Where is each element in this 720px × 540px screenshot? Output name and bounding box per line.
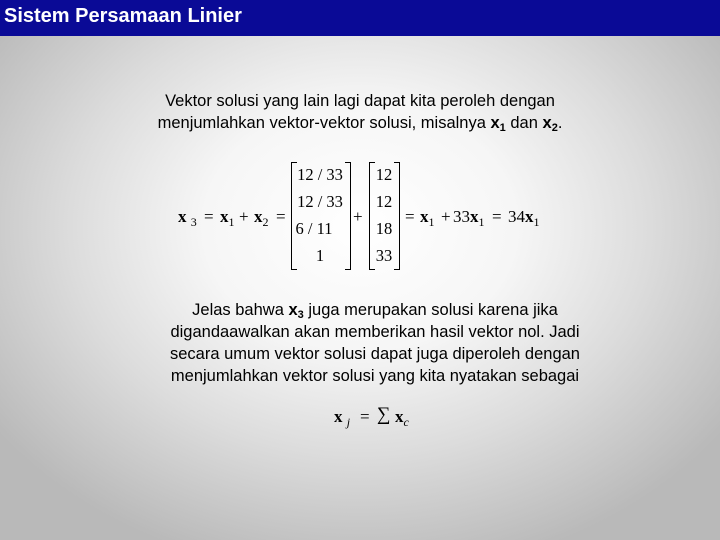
matrix2-cell-3: 18 xyxy=(375,219,393,238)
vector-x3-sub: 3 xyxy=(297,309,304,321)
equals-sign-2: = xyxy=(276,207,286,226)
x1-term-3 xyxy=(470,207,485,229)
conjunction-dan: dan xyxy=(505,114,543,132)
intro-line-2 xyxy=(110,112,610,134)
equals-sign-5: = xyxy=(360,407,370,426)
vector-x3 xyxy=(288,301,303,319)
matrix2-cell-4: 33 xyxy=(375,246,393,265)
x2-sub: 2 xyxy=(262,215,269,229)
plus-sign-1: + xyxy=(239,207,249,226)
explanation-line-1 xyxy=(125,299,625,321)
x3-sub: 3 xyxy=(190,215,197,229)
xc-var: x xyxy=(395,407,404,426)
vector-x2-sub: 2 xyxy=(551,122,558,134)
x1-sub: 1 xyxy=(228,215,235,229)
equals-sign-1: = xyxy=(204,207,214,226)
intro-line-2-text: menjumlahkan vektor-vektor solusi, misalnya xyxy=(157,114,491,132)
equals-sign-3: = xyxy=(405,207,415,226)
title-bar xyxy=(0,0,720,36)
x1-sub-4: 1 xyxy=(533,215,540,229)
period: . xyxy=(557,114,563,132)
x2-var: x xyxy=(254,207,263,226)
x1-sub-3: 1 xyxy=(478,215,485,229)
matrix1-cell-4: 1 xyxy=(315,246,325,265)
matrix1-cell-3: 6 / 11 xyxy=(295,219,333,238)
intro-paragraph xyxy=(110,90,610,134)
vector-x1-sub: 1 xyxy=(499,122,506,134)
x1-term xyxy=(220,207,235,232)
x1-var-4: x xyxy=(525,207,534,226)
summation-symbol: ∑ xyxy=(377,404,391,425)
coef-33-value: 33 xyxy=(453,207,470,226)
coef-34-value: 34 xyxy=(508,207,525,226)
x2-term xyxy=(254,207,269,232)
x3-var: x xyxy=(178,207,187,226)
explanation-line-1-b: juga merupakan solusi karena jika xyxy=(303,301,558,319)
coefficient-34 xyxy=(508,207,540,232)
x1-var: x xyxy=(220,207,229,226)
intro-line-1: Vektor solusi yang lain lagi dapat kita peroleh dengan xyxy=(165,92,555,110)
x1-term-2 xyxy=(420,207,435,232)
vector-x1 xyxy=(490,114,505,132)
xj-var: x xyxy=(334,407,343,426)
matrix2-cell-1: 12 xyxy=(375,165,393,184)
plus-sign-3: + xyxy=(441,207,451,226)
x1-var-3: x xyxy=(470,207,479,226)
explanation-line-2: digandaawalkan akan memberikan hasil vektor nol. Jadi xyxy=(170,323,580,341)
xc-sub: c xyxy=(403,415,409,429)
matrix1-cell-2: 12 / 33 xyxy=(297,192,343,211)
xj-term xyxy=(334,407,350,432)
matrix1-cell-1: 12 / 33 xyxy=(297,165,343,184)
vector-x2-var: x xyxy=(542,114,552,132)
explanation-paragraph xyxy=(125,299,625,387)
explanation-line-3: secara umum vektor solusi dapat juga diperoleh dengan xyxy=(169,345,580,363)
xj-sub: j xyxy=(346,415,351,429)
slide-title: Sistem Persamaan Linier xyxy=(4,5,242,27)
equals-sign-4: = xyxy=(492,207,502,226)
x1-sub-2: 1 xyxy=(428,215,435,229)
x1-var-2: x xyxy=(420,207,429,226)
plus-sign-2: + xyxy=(353,207,363,226)
vector-x3-var: x xyxy=(288,301,298,319)
x3-term xyxy=(178,207,197,232)
matrix2-cell-2: 12 xyxy=(375,192,393,211)
explanation-line-1-a: Jelas bahwa xyxy=(192,301,289,319)
vector-x2 xyxy=(543,114,558,132)
coefficient-33 xyxy=(453,207,485,232)
x1-term-4 xyxy=(525,207,540,229)
explanation-line-4: menjumlahkan vektor solusi yang kita nyatakan sebagai xyxy=(170,367,580,385)
xc-term xyxy=(395,407,409,432)
vector-x1-var: x xyxy=(490,114,500,132)
